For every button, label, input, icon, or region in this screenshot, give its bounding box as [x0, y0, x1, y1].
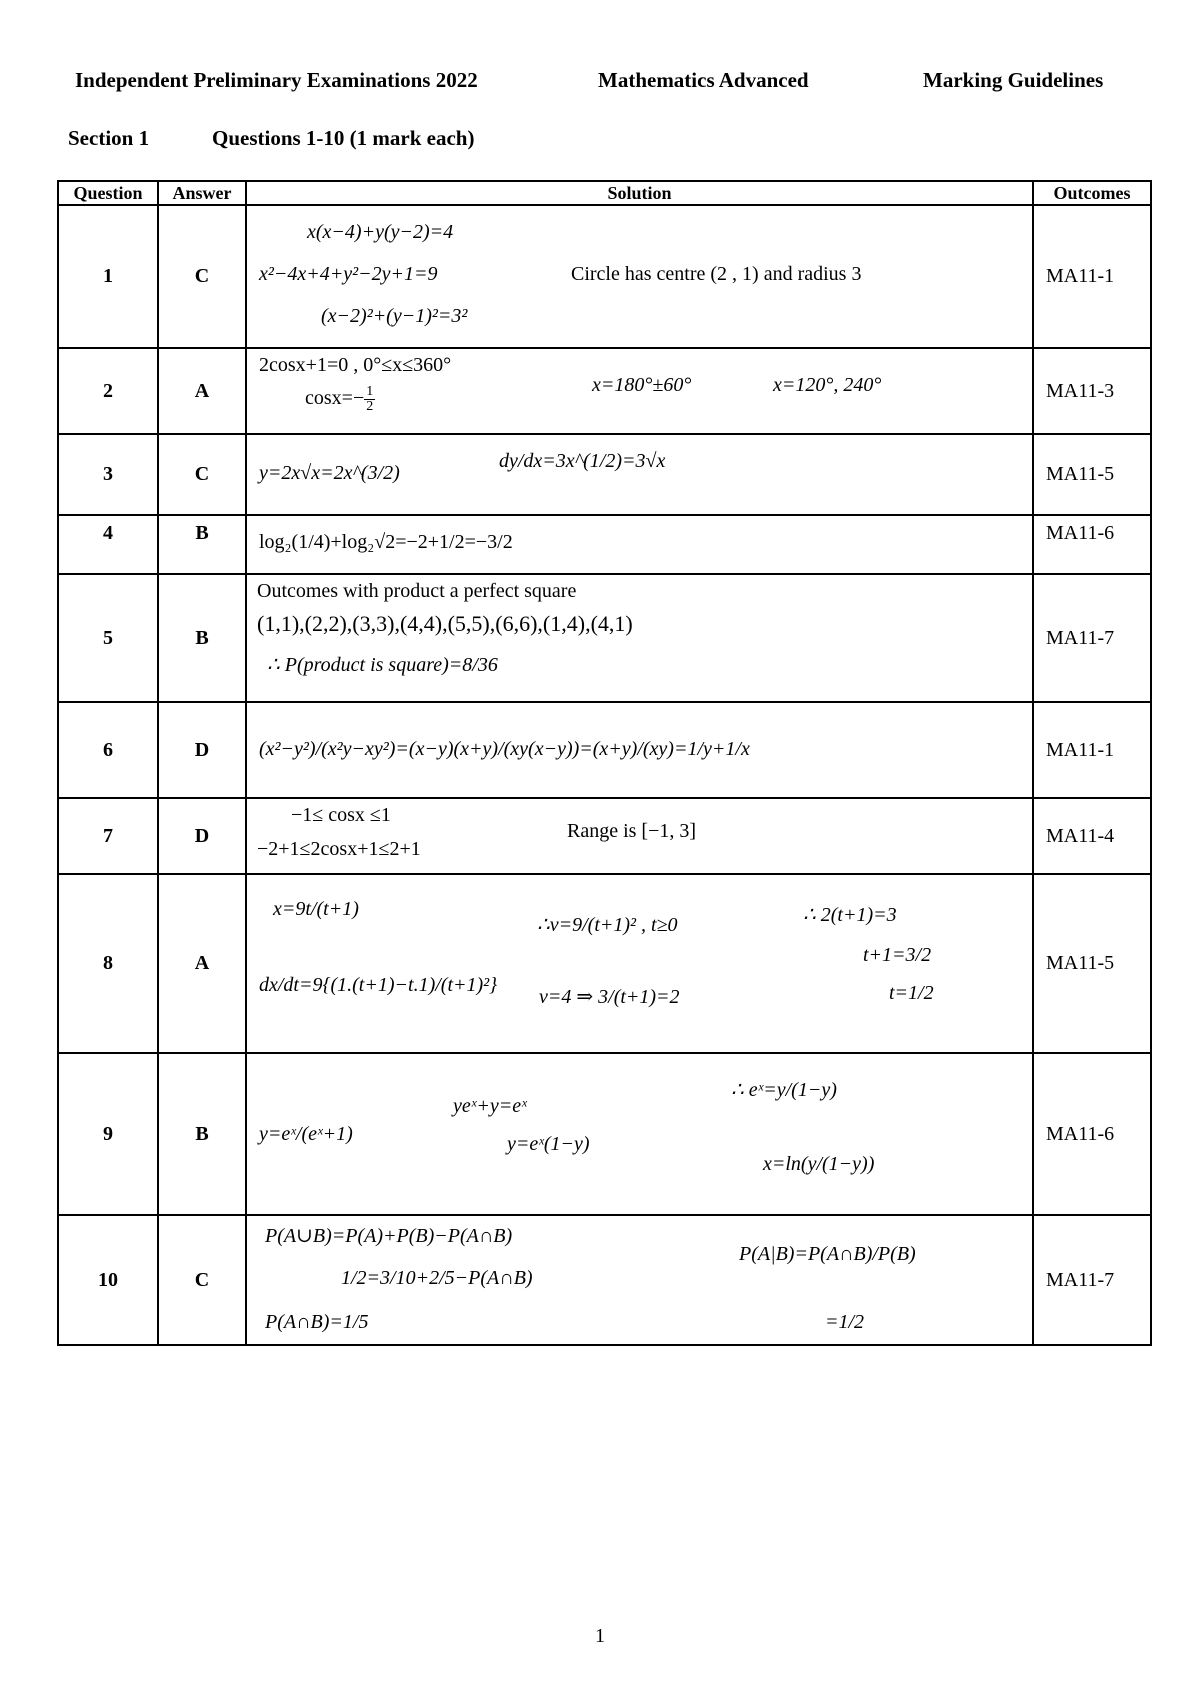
denominator: 2 [366, 399, 374, 414]
solution-line: ∴ 2(t+1)=3 [803, 904, 897, 926]
table-row [58, 874, 1151, 1053]
solution-line: t+1=3/2 [863, 944, 932, 966]
section-questions: Questions 1-10 (1 mark each) [212, 126, 475, 150]
fraction [364, 385, 375, 414]
header-title: Independent Preliminary Examinations 2022 [75, 68, 478, 92]
answer-letter: B [158, 515, 246, 574]
solution-line: −1≤ cosx ≤1 [291, 804, 391, 826]
answer-letter: D [158, 702, 246, 798]
table-header-row [58, 181, 1151, 205]
outcome-code: MA11-3 [1033, 348, 1151, 434]
table-row [58, 798, 1151, 874]
solution-line: x²−4x+4+y²−2y+1=9 [259, 263, 438, 285]
solution-cell [246, 515, 1033, 574]
solution-note: Range is [−1, 3] [567, 820, 697, 842]
table-row [58, 434, 1151, 515]
solution-line: x=180°±60° [592, 374, 692, 396]
solution-line: (x−2)²+(y−1)²=3² [321, 305, 468, 327]
solution-cell [246, 434, 1033, 515]
answer-letter: B [158, 1053, 246, 1215]
page-number: 1 [595, 1625, 605, 1647]
solution-note: Circle has centre (2 , 1) and radius 3 [571, 263, 862, 285]
question-number: 8 [58, 874, 158, 1053]
solution-cell [246, 1215, 1033, 1345]
solution-line: log₂(1/4)+log₂√2=−2+1/2=−3/2 [259, 531, 513, 553]
answer-letter: D [158, 798, 246, 874]
solution-line: x=ln(y/(1−y)) [763, 1153, 875, 1175]
question-number: 6 [58, 702, 158, 798]
outcome-code: MA11-5 [1033, 874, 1151, 1053]
solution-line: y=eˣ(1−y) [507, 1133, 590, 1155]
solution-cell [246, 1053, 1033, 1215]
table-row [58, 574, 1151, 702]
solution-line: dy/dx=3x^(1/2)=3√x [499, 450, 666, 472]
outcome-code: MA11-4 [1033, 798, 1151, 874]
table-row [58, 1053, 1151, 1215]
col-header-outcomes: Outcomes [1033, 181, 1151, 205]
marking-table [57, 180, 1152, 1346]
col-header-question: Question [58, 181, 158, 205]
solution-line: (1,1),(2,2),(3,3),(4,4),(5,5),(6,6),(1,4),(4,1) [257, 611, 633, 636]
outcome-code: MA11-7 [1033, 574, 1151, 702]
outcome-code: MA11-1 [1033, 702, 1151, 798]
table-row [58, 205, 1151, 348]
answer-letter: C [158, 434, 246, 515]
solution-line: P(A∩B)=1/5 [265, 1311, 369, 1333]
question-number: 4 [58, 515, 158, 574]
section-label: Section 1 [68, 126, 150, 150]
solution-cell [246, 205, 1033, 348]
table-row [58, 348, 1151, 434]
solution-line: dx/dt=9{(1.(t+1)−t.1)/(t+1)²} [259, 974, 498, 996]
solution-line [305, 385, 375, 414]
solution-line: 1/2=3/10+2/5−P(A∩B) [341, 1267, 533, 1289]
answer-letter: C [158, 205, 246, 348]
solution-line: t=1/2 [889, 982, 934, 1004]
solution-line: P(A|B)=P(A∩B)/P(B) [739, 1243, 916, 1265]
solution-line: y=eˣ/(eˣ+1) [259, 1123, 353, 1145]
solution-line: (x²−y²)/(x²y−xy²)=(x−y)(x+y)/(xy(x−y))=(x+y)/(xy)=1/y+1/x [259, 738, 750, 760]
answer-letter: A [158, 874, 246, 1053]
outcome-code: MA11-6 [1033, 1053, 1151, 1215]
solution-line: ∴ P(product is square)=8/36 [267, 654, 498, 676]
question-number: 5 [58, 574, 158, 702]
solution-cell [246, 574, 1033, 702]
solution-line: x(x−4)+y(y−2)=4 [307, 221, 454, 243]
question-number: 9 [58, 1053, 158, 1215]
solution-line: v=4 ⇒ 3/(t+1)=2 [539, 986, 680, 1008]
solution-line: x=120°, 240° [773, 374, 882, 396]
header-subject: Mathematics Advanced [598, 68, 809, 92]
outcome-code: MA11-7 [1033, 1215, 1151, 1345]
solution-line: Outcomes with product a perfect square [257, 580, 577, 602]
header-doc-type: Marking Guidelines [923, 68, 1104, 92]
outcome-code: MA11-6 [1033, 515, 1151, 574]
solution-text: cosx=− [305, 387, 365, 410]
table-row [58, 515, 1151, 574]
solution-line: 2cosx+1=0 , 0°≤x≤360° [259, 354, 452, 376]
solution-line: yeˣ+y=eˣ [453, 1095, 527, 1117]
col-header-solution: Solution [246, 181, 1033, 205]
solution-line: ∴v=9/(t+1)² , t≥0 [537, 914, 678, 936]
solution-cell [246, 348, 1033, 434]
solution-cell [246, 874, 1033, 1053]
solution-line: ∴ eˣ=y/(1−y) [731, 1079, 837, 1101]
outcome-code: MA11-5 [1033, 434, 1151, 515]
solution-line: =1/2 [825, 1311, 865, 1333]
table-row [58, 1215, 1151, 1345]
solution-cell [246, 702, 1033, 798]
solution-cell [246, 798, 1033, 874]
numerator: 1 [366, 384, 374, 399]
solution-line: y=2x√x=2x^(3/2) [259, 462, 400, 484]
answer-letter: C [158, 1215, 246, 1345]
question-number: 7 [58, 798, 158, 874]
question-number: 10 [58, 1215, 158, 1345]
col-header-answer: Answer [158, 181, 246, 205]
solution-line: P(A∪B)=P(A)+P(B)−P(A∩B) [265, 1225, 513, 1247]
question-number: 2 [58, 348, 158, 434]
table-row [58, 702, 1151, 798]
answer-letter: B [158, 574, 246, 702]
question-number: 3 [58, 434, 158, 515]
section-heading [68, 126, 475, 151]
answer-letter: A [158, 348, 246, 434]
solution-line: x=9t/(t+1) [273, 898, 359, 920]
solution-line: −2+1≤2cosx+1≤2+1 [257, 838, 421, 860]
question-number: 1 [58, 205, 158, 348]
outcome-code: MA11-1 [1033, 205, 1151, 348]
